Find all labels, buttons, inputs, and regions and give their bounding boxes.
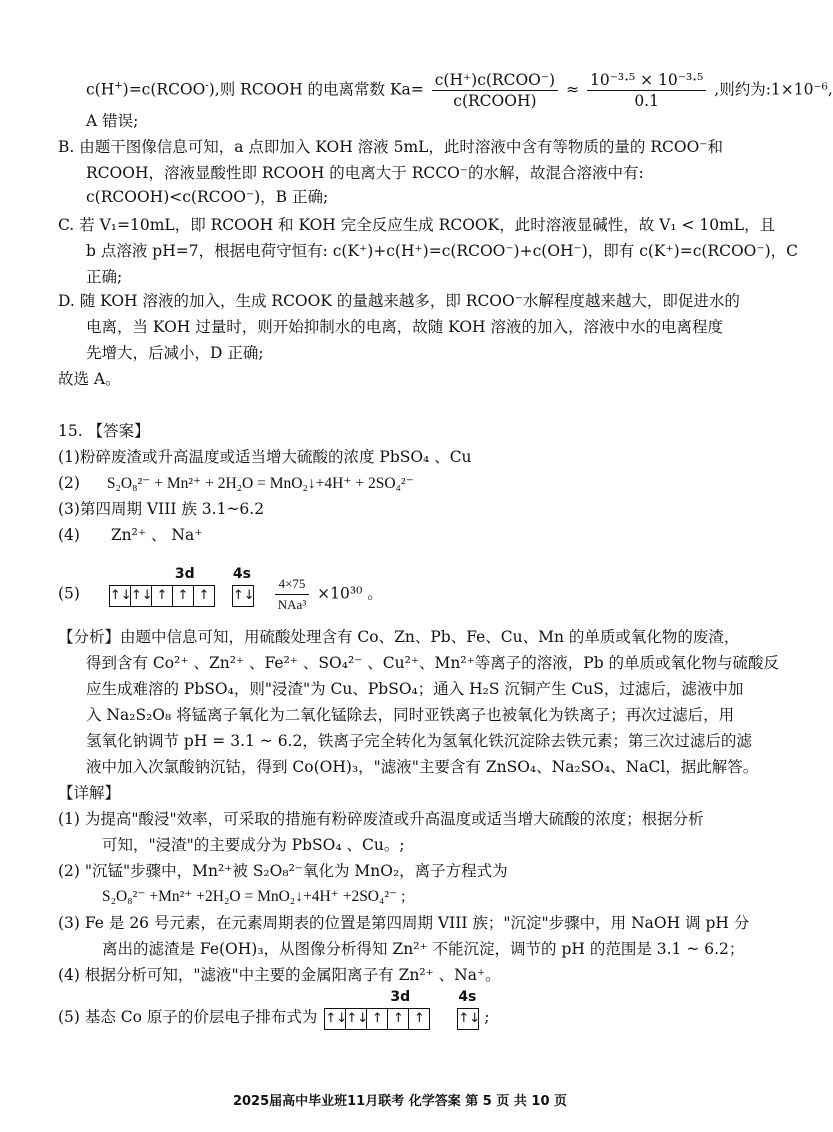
q15-answer-1: (1)粉碎废渣或升高温度或适当增大硫酸的浓度 PbSO₄ 、Cu (58, 448, 472, 466)
orbital-box: ↑↓ (131, 586, 152, 606)
detail-2-equation: S₂O₈²⁻ +Mn²⁺ +2H₂O = MnO₂↓+4H⁺ +2SO₄²⁻ ; (102, 888, 406, 905)
ka-result-text: ,则约为:1×10⁻⁶, (714, 80, 833, 99)
ka-value-numerator: 10⁻³·⁵ × 10⁻³·⁵ (587, 70, 706, 91)
option-b-line-1: B. 由题干图像信息可知，a 点即加入 KOH 溶液 5mL，此时溶液中含有等物质的量的 RCOO⁻和 (58, 138, 723, 156)
analysis-line-6: 液中加入次氯酸钠沉钴，得到 Co(OH)₃，"滤液"主要含有 ZnSO₄、Na₂SO₄、NaCl，据此解答。 (86, 758, 759, 776)
option-d-line-1: D. 随 KOH 溶液的加入，生成 RCOOK 的量越来越多，即 RCOO⁻水解程度越来越大，即促进水的 (58, 292, 740, 310)
detail-3-line-2: 离出的滤渣是 Fe(OH)₃，从图像分析得知 Zn²⁺ 不能沉淀，调节的 pH 的范围是 3.1 ~ 6.2； (102, 940, 745, 958)
density-tail: ×10³⁰ 。 (317, 584, 383, 603)
ka-value-denominator: 0.1 (634, 92, 659, 110)
orbital-box: ↑ (198, 587, 210, 603)
option-a-verdict: A 错误; (86, 112, 139, 130)
analysis-line-2: 得到含有 Co²⁺ 、Zn²⁺ 、Fe²⁺ 、SO₄²⁻ 、Cu²⁺、Mn²⁺等离子的溶液，Pb 的单质或氧化物与硫酸反 (86, 654, 780, 672)
orbital-box: ↑ (413, 1011, 425, 1026)
detail-5 (58, 989, 490, 1030)
orbital-box: ↑↓ (110, 586, 131, 606)
detail-5-tail: ; (484, 1008, 490, 1026)
density-denominator: NAa³ (277, 597, 307, 612)
q15-answer-5-label: (5) (58, 584, 80, 603)
q15-answer-4-label: (4) (58, 526, 80, 544)
option-c-line-3: 正确; (86, 268, 123, 286)
q15-header: 15. 【答案】 (58, 422, 150, 440)
q15-answer-2-equation: S₂O₈²⁻ + Mn²⁺ + 2H₂O = MnO₂↓+4H⁺ + 2SO₄²⁻ (106, 475, 414, 492)
ka-text-2: )=c(RCOO (122, 80, 206, 99)
conclusion: 故选 A。 (58, 370, 121, 388)
ka-text-3: ),则 RCOOH 的电离常数 Ka= (208, 80, 424, 99)
detail-orbital-4s (457, 989, 481, 1030)
option-d-line-2: 电离，当 KOH 过量时，则开始抑制水的电离，故随 KOH 溶液的加入，溶液中水的电离程度 (86, 318, 723, 336)
option-c-line-2: b 点溶液 pH=7，根据电荷守恒有: c(K⁺)+c(H⁺)=c(RCOO⁻)+c(OH⁻)，即有 c(K⁺)=c(RCOO⁻)，C (86, 242, 798, 260)
option-d-line-3: 先增大，后减小，D 正确; (86, 344, 264, 362)
orbital-box: ↑ (152, 586, 173, 606)
page-footer: 2025届高中毕业班11月联考 化学答案 第 5 页 共 10 页 (232, 1094, 568, 1109)
ka-expression-line: c(H+)=c(RCOO-),则 RCOOH 的电离常数 Ka= $\frac{\text{c(H⁺)c(RCOO⁻)}}{\text{c(RCOOH)}}$ ≈ $\frac{\text{10⁻³·⁵ × 10⁻³·⁵}}{0.1}$ ,则约为:1×10⁻⁶, (86, 71, 833, 110)
detail-orbital-4s-boxes (457, 1008, 479, 1030)
detail-1-line-1: (1) 为提高"酸浸"效率，可采取的措施有粉碎废渣或升高温度或适当增大硫酸的浓度；根据分析 (58, 810, 704, 828)
detail-2-line-1: (2) "沉锰"步骤中，Mn²⁺被 S₂O₈²⁻氧化为 MnO₂，离子方程式为 (58, 862, 508, 880)
detail-1-line-2: 可知，"浸渣"的主要成分为 PbSO₄ 、Cu。; (102, 836, 405, 854)
ka-value-fraction (587, 70, 706, 111)
detail-4: (4) 根据分析可知，"滤液"中主要的金属阳离子有 Zn²⁺ 、Na⁺。 (58, 966, 501, 984)
q15-answer-2 (58, 472, 414, 495)
orbital-box: ↑↓ (325, 1009, 346, 1029)
ka-fraction-denominator: c(RCOOH) (453, 92, 537, 110)
density-fraction (275, 574, 309, 615)
orbital-4s-boxes (232, 585, 254, 607)
detail-3-line-1: (3) Fe 是 26 号元素，在元素周期表的位置是第四周期 VIII 族；"沉淀"步骤中，用 NaOH 调 pH 分 (58, 914, 750, 932)
q15-answer-4 (58, 524, 202, 546)
orbital-4s (232, 565, 255, 607)
details-header: 【详解】 (58, 784, 121, 802)
orbital-box: ↑ (173, 586, 194, 606)
option-c-line-1: C. 若 V₁=10mL，即 RCOOH 和 KOH 完全反应生成 RCOOK，此时溶液显碱性，故 V₁ < 10mL，且 (58, 216, 776, 234)
orbital-3d-boxes (109, 585, 215, 607)
density-numerator: 4×75 (275, 574, 309, 595)
analysis-line-5: 氢氧化钠调节 pH = 3.1 ~ 6.2，铁离子完全转化为氢氧化铁沉淀除去铁元素；第三次过滤后的滤 (86, 732, 752, 750)
detail-orbital-3d-label: 3d (390, 989, 411, 1005)
ka-fraction-numerator: c(H⁺)c(RCOO⁻) (432, 70, 558, 91)
approx-sign: ≈ (566, 80, 580, 99)
option-b-line-3: c(RCOOH)<c(RCOO⁻)，B 正确; (86, 188, 329, 206)
orbital-3d (109, 565, 215, 607)
orbital-box: ↑↓ (346, 1009, 367, 1029)
detail-orbital-3d (324, 989, 430, 1030)
option-b-line-2: RCOOH，溶液显酸性即 RCOOH 的电离大于 RCCO⁻的水解，故混合溶液中有: (86, 164, 644, 182)
ka-text-1: c(H (86, 80, 115, 99)
detail-5-text: (5) 基态 Co 原子的价层电子排布式为 (58, 1008, 318, 1026)
q15-answer-5 (58, 565, 383, 615)
detail-orbital-3d-boxes (324, 1008, 430, 1030)
q15-answer-2-label: (2) (58, 474, 80, 492)
orbital-box: ↑↓ (458, 1011, 481, 1026)
q15-answer-4-ions: Zn²⁺ 、 Na⁺ (110, 526, 203, 544)
analysis-line-1: 【分析】由题中信息可知，用硫酸处理含有 Co、Zn、Pb、Fe、Cu、Mn 的单质或氧化物的废渣， (58, 628, 740, 646)
analysis-line-3: 应生成难溶的 PbSO₄，则"浸渣"为 Cu、PbSO₄；通入 H₂S 沉铜产生 CuS，过滤后，滤液中加 (86, 680, 744, 698)
orbital-3d-label: 3d (174, 565, 195, 582)
detail-orbital-4s-label: 4s (458, 989, 477, 1005)
orbital-box: ↑ (388, 1009, 409, 1029)
analysis-line-4: 入 Na₂S₂O₈ 将锰离子氧化为二氧化锰除去，同时亚铁离子也被氧化为铁离子；再次过滤后，用 (86, 706, 735, 724)
orbital-4s-label: 4s (232, 565, 251, 582)
q15-answer-3: (3)第四周期 VIII 族 3.1~6.2 (58, 500, 265, 518)
orbital-box: ↑ (367, 1009, 388, 1029)
ka-fraction (432, 70, 558, 111)
orbital-box: ↑↓ (232, 587, 255, 603)
